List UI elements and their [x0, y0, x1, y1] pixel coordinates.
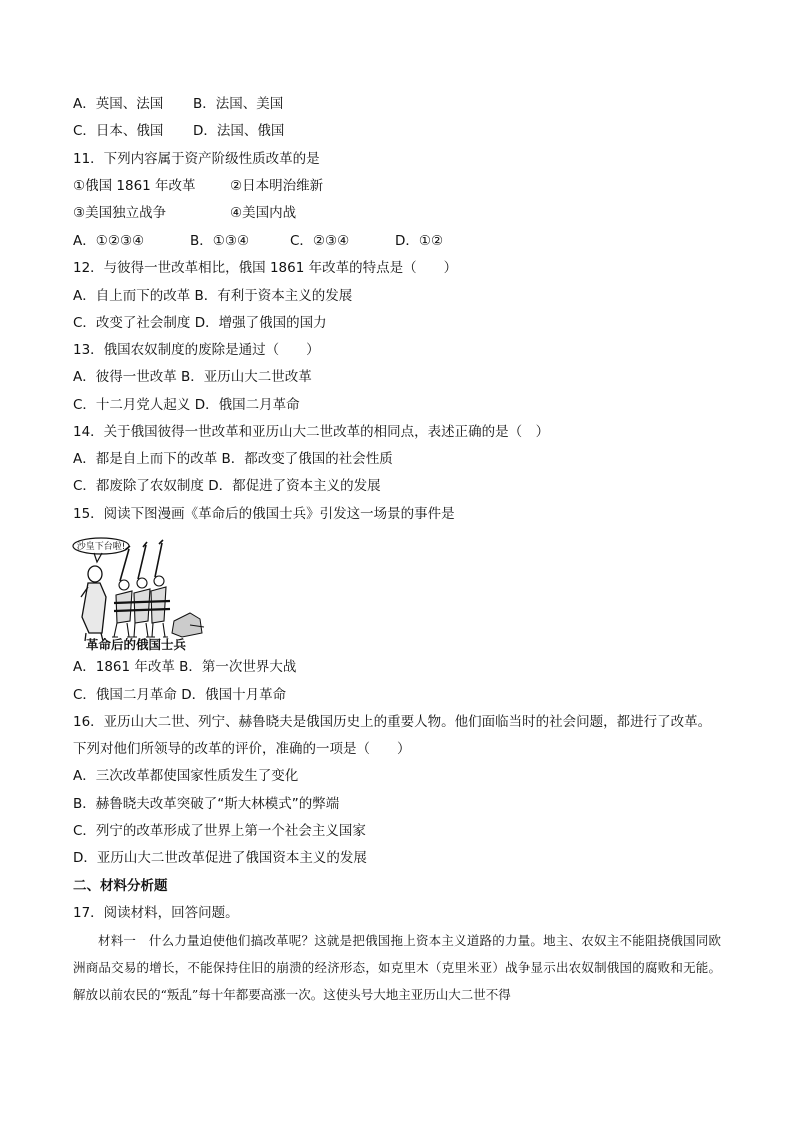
q10-option-c: C．日本、俄国 [73, 123, 164, 139]
q11-item-1: ①俄国 1861 年改革 [73, 178, 196, 194]
q13-option-ab: A．彼得一世改革 B．亚历山大二世改革 [73, 369, 312, 385]
q11-item-3: ③美国独立战争 [73, 205, 167, 221]
q11-item-4: ④美国内战 [230, 205, 297, 221]
officer-figure [81, 566, 106, 641]
q10-option-d: D．法国、俄国 [193, 123, 285, 139]
q17-stem: 17．阅读材料，回答问题。 [73, 905, 239, 921]
q10-options-ab [73, 95, 283, 113]
q12-option-cd: C．改变了社会制度 D．增强了俄国的国力 [73, 315, 327, 331]
q11-option-a: A．①②③④ [73, 233, 145, 249]
q17-material [73, 927, 721, 1008]
q11-option-b: B．①③④ [190, 233, 250, 249]
q11-items-34 [73, 204, 296, 222]
q17-material-1: 材料一 什么力量迫使他们搞改革呢？这就是把俄国拖上资本主义道路的力量。地主、农奴主不能阻挠俄国同欧洲商品交易的增长，不能保持住旧的崩溃的经济形态，如克里木（克里米亚）战争显示出农奴制俄国的腐败和无能。解放以前农民的“叛乱”每十年都要高涨一次。这使头号大地主亚历山大二世不得 [73, 933, 721, 1002]
section-title: 二、材料分析题 [73, 878, 168, 894]
q10-option-b: B．法国、美国 [193, 96, 284, 112]
q11-option-d: D．①② [395, 233, 444, 249]
q11-items-12 [73, 177, 323, 195]
q15-stem: 15．阅读下图漫画《革命后的俄国士兵》引发这一场景的事件是 [73, 506, 455, 522]
q10-option-a: A．英国、法国 [73, 96, 164, 112]
q15-option-cd: C．俄国二月革命 D．俄国十月革命 [73, 687, 287, 703]
q13-stem: 13．俄国农奴制度的废除是通过（ ） [73, 342, 320, 358]
cartoon-bubble-text: 沙皇下台啦! [76, 542, 126, 552]
q14-option-cd: C．都废除了农奴制度 D．都促进了资本主义的发展 [73, 478, 381, 494]
q11-option-c: C．②③④ [290, 233, 350, 249]
q11-options [73, 232, 443, 250]
q16-option-a: A．三次改革都使国家性质发生了变化 [73, 768, 299, 784]
q10-options-cd [73, 122, 284, 140]
q13-option-cd: C．十二月党人起义 D．俄国二月革命 [73, 397, 300, 413]
q14-stem: 14．关于俄国彼得一世改革和亚历山大二世改革的相同点，表述正确的是（ ） [73, 424, 550, 440]
q16-stem-1: 16．亚历山大二世、列宁、赫鲁晓夫是俄国历史上的重要人物。他们面临当时的社会问题，都进行了改革。 [73, 714, 712, 730]
q12-stem: 12．与彼得一世改革相比，俄国 1861 年改革的特点是（ ） [73, 260, 458, 276]
q16-stem-2: 下列对他们所领导的改革的评价，准确的一项是（ ） [73, 741, 411, 757]
cartoon-caption: 革命后的俄国士兵 [86, 637, 187, 652]
q11-item-2: ②日本明治维新 [230, 178, 324, 194]
q15-option-ab: A．1861 年改革 B．第一次世界大战 [73, 659, 297, 675]
q11-stem: 11．下列内容属于资产阶级性质改革的是 [73, 151, 320, 167]
soldiers-group [112, 540, 170, 637]
q12-option-ab: A．自上而下的改革 B．有利于资本主义的发展 [73, 288, 353, 304]
q16-option-b: B．赫鲁晓夫改革突破了“斯大林模式”的弊端 [73, 796, 340, 812]
dropped-items [172, 613, 204, 637]
q16-option-d: D．亚历山大二世改革促进了俄国资本主义的发展 [73, 850, 367, 866]
q16-option-c: C．列宁的改革形成了世界上第一个社会主义国家 [73, 823, 366, 839]
q14-option-ab: A．都是自上而下的改革 B．都改变了俄国的社会性质 [73, 451, 393, 467]
